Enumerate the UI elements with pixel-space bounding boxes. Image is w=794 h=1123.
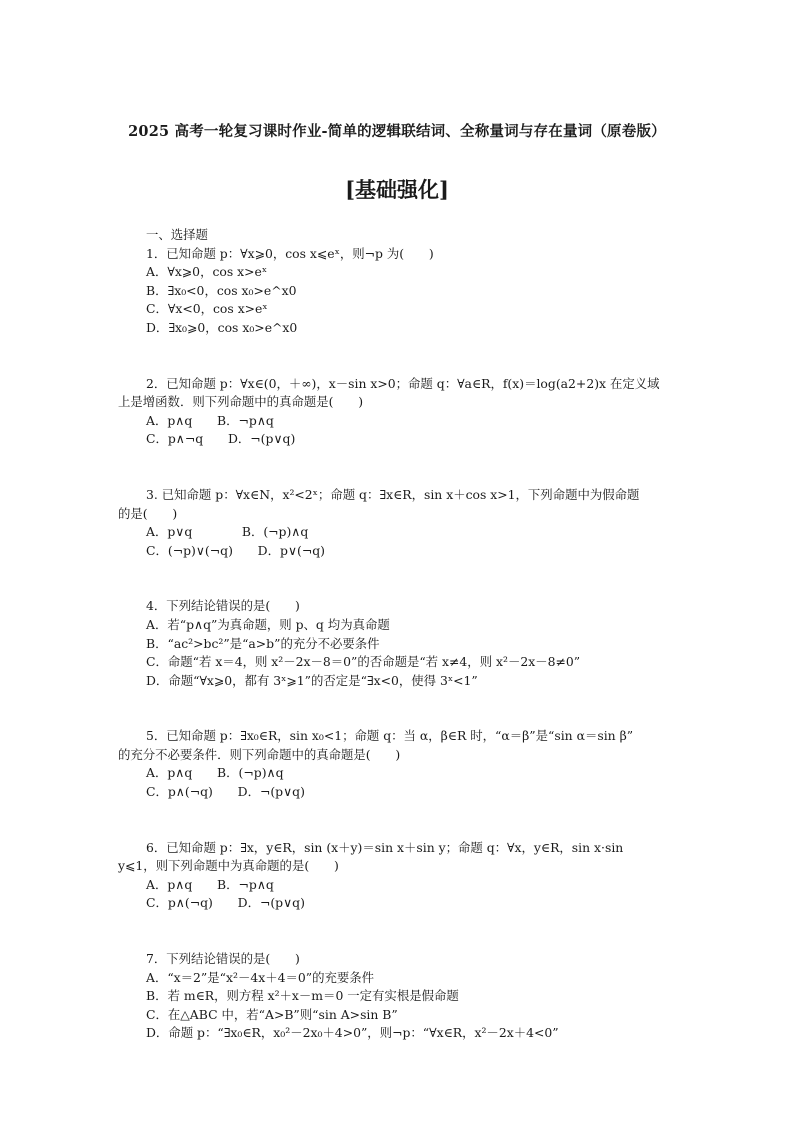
option-b: B．∃x₀<0，cos x₀>e^x0 <box>146 282 297 298</box>
part-heading: 一、选择题 <box>146 227 208 242</box>
section-heading: [基础强化] <box>345 177 449 202</box>
question-stem: 1．已知命题 p：∀x⩾0，cos x⩽eˣ，则¬p 为( ) <box>146 245 434 261</box>
option-row: C．p∧(¬q) D．¬(p∨q) <box>146 784 305 800</box>
option-row: C．(¬p)∨(¬q) D．p∨(¬q) <box>146 542 325 558</box>
option-a: A．∀x⩾0，cos x>eˣ <box>146 264 268 280</box>
question-stem: 6．已知命题 p：∃x，y∈R，sin (x＋y)＝sin x＋sin y；命题 q：∀x，y∈R，sin x·sin <box>146 839 624 855</box>
option-d: D．∃x₀⩾0，cos x₀>e^x0 <box>146 319 298 335</box>
question-2 <box>118 375 678 449</box>
question-list <box>118 226 678 1043</box>
option-c: C．∀x<0，cos x>eˣ <box>146 301 268 317</box>
option-b: B．“ac²>bc²”是“a>b”的充分不必要条件 <box>146 635 380 651</box>
option-c: C．在△ABC 中，若“A>B”则“sin A>sin B” <box>146 1006 398 1022</box>
option-row: C．p∧¬q D．¬(p∨q) <box>146 431 296 447</box>
question-7 <box>118 950 678 1043</box>
option-b: B．若 m∈R，则方程 x²＋x－m＝0 一定有实根是假命题 <box>146 988 459 1004</box>
question-4 <box>118 597 678 690</box>
question-stem-continued: 的是( ) <box>118 505 178 521</box>
option-d: D．命题 p：“∃x₀∈R，x₀²－2x₀＋4>0”，则¬p：“∀x∈R，x²－2x＋4<0” <box>146 1025 559 1041</box>
option-row: A．p∨q B．(¬p)∧q <box>146 524 309 540</box>
question-stem-continued: y⩽1，则下列命题中为真命题的是( ) <box>118 858 339 874</box>
option-row: C．p∧(¬q) D．¬(p∨q) <box>146 895 305 911</box>
document-title: 2025 高考一轮复习课时作业-简单的逻辑联结词、全称量词与存在量词（原卷版） <box>128 123 666 140</box>
option-a: A．“x＝2”是“x²－4x＋4＝0”的充要条件 <box>146 969 375 985</box>
option-row: A．p∧q B．¬p∧q <box>146 412 274 428</box>
question-stem: 3. 已知命题 p：∀x∈N，x²<2ˣ；命题 q：∃x∈R，sin x＋cos x>1，下列命题中为假命题 <box>146 486 640 502</box>
question-stem-continued: 的充分不必要条件．则下列命题中的真命题是( ) <box>118 746 401 762</box>
question-6 <box>118 839 678 913</box>
question-stem-continued: 上是增函数．则下列命题中的真命题是( ) <box>118 394 364 410</box>
question-5 <box>118 727 678 801</box>
option-row: A．p∧q B．¬p∧q <box>146 876 274 892</box>
question-stem: 4．下列结论错误的是( ) <box>146 598 300 614</box>
option-row: A．p∧q B．(¬p)∧q <box>146 765 284 781</box>
option-d: D．命题“∀x⩾0，都有 3ˣ⩾1”的否定是“∃x<0，使得 3ˣ<1” <box>146 672 478 688</box>
option-a: A．若“p∧q”为真命题，则 p、q 均为真命题 <box>146 616 390 632</box>
question-stem: 5．已知命题 p：∃x₀∈R，sin x₀<1；命题 q：当 α，β∈R 时，“α＝β”是“sin α＝sin β” <box>146 728 634 744</box>
question-1 <box>118 245 678 338</box>
option-c: C．命题“若 x＝4，则 x²－2x－8＝0”的否命题是“若 x≠4，则 x²－2x－8≠0” <box>146 654 581 670</box>
question-stem: 7．下列结论错误的是( ) <box>146 951 300 967</box>
question-stem: 2．已知命题 p：∀x∈(0，＋∞)，x－sin x>0；命题 q：∀a∈R，f(x)＝log(a2+2)x 在定义域 <box>146 375 660 391</box>
question-3 <box>118 486 678 560</box>
